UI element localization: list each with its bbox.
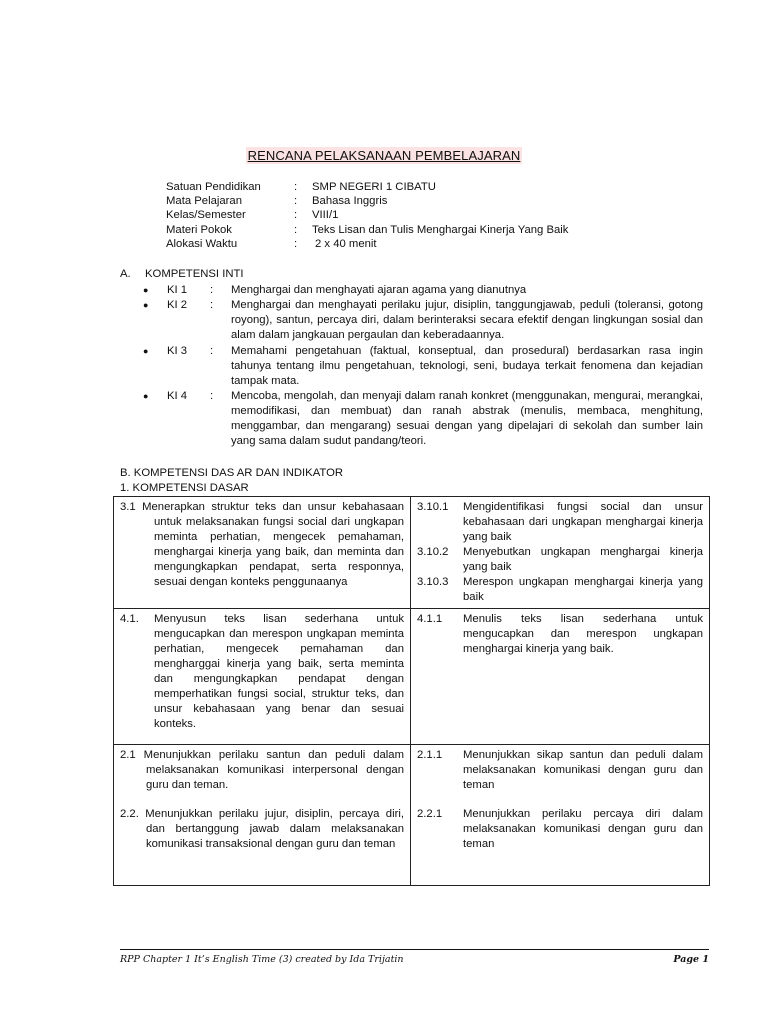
indicator-text: Menunjukkan perilaku percaya diri dalam melaksanakan komunikasi dengan guru dan teman [463, 808, 703, 850]
ki-text: Mencoba, mengolah, dan menyaji dalam ranah konkret (menggunakan, mengurai, merangkai, memodifikasi, dan membuat) dan ranah abstrak (menulis, membaca, menghitung, menggambar, dan mengarang) sesuai dengan yang dipelajari di sekolah dan sumber lain yang sama dalam sudut pandang/teori. [231, 390, 703, 447]
document-title: RENCANA PELAKSANAAN PEMBELAJARAN [247, 148, 521, 163]
identity-colon: : [294, 195, 298, 207]
identity-value: Teks Lisan dan Tulis Menghargai Kinerja Yang Baik [312, 224, 569, 236]
ki-text: Memahami pengetahuan (faktual, konseptual, dan prosedural) berdasarkan rasa ingin tahunya tentang ilmu pengetahuan, teknologi, seni, budaya terkait fenomena dan kejadian tampak mata. [231, 345, 703, 387]
identity-label: Mata Pelajaran [166, 195, 242, 207]
page-number: Page 1 [673, 954, 709, 965]
ki-colon: : [210, 284, 214, 296]
kd-cell [114, 497, 411, 609]
identity-value: 2 x 40 menit [315, 238, 377, 250]
identity-value: SMP NEGERI 1 CIBATU [312, 181, 436, 193]
table-row [114, 745, 710, 886]
footer-rule [120, 949, 709, 950]
kd-text: 2.2. Menunjukkan perilaku jujur, disiplin, percaya diri, dan bertanggung jawab dalam melaksanakan komunikasi transaksional dengan guru dan teman [120, 808, 404, 850]
indicator-text: Menunjukkan sikap santun dan peduli dalam melaksanakan komunikasi dengan guru dan teman [463, 749, 703, 791]
table-row [114, 609, 710, 745]
ki-text: Menghargai dan menghayati ajaran agama yang dianutnya [231, 284, 527, 296]
bullet-icon: ● [143, 346, 149, 356]
kd-text: 3.1 Menerapkan struktur teks dan unsur kebahasaan untuk melaksanakan fungsi social dari ungkapan meminta perhatian, mengecek pemahaman, menghargai kinerja yang baik, dan meminta dan mengungkapkan pendapat, serta responnya, sesuai dengan konteks penggunaanya [120, 501, 404, 588]
identity-colon: : [294, 181, 298, 193]
ki-colon: : [210, 345, 214, 357]
indicator-item [417, 748, 703, 793]
indicator-cell [411, 745, 710, 886]
table-row [114, 497, 710, 609]
identity-value: VIII/1 [312, 209, 339, 221]
ki-label: KI 4 [167, 390, 188, 402]
indicator-cell [411, 609, 710, 745]
indicator-number: 3.10.2 [417, 546, 449, 558]
kd-cell [114, 745, 411, 886]
kd-text: 2.1 Menunjukkan perilaku santun dan peduli dalam melaksanakan komunikasi interpersonal dengan guru dan teman. [120, 749, 404, 791]
indicator-text: Mengidentifikasi fungsi social dan unsur kebahasaan dari ungkapan menghargai kinerja yang baik [463, 501, 703, 543]
ki-label: KI 2 [167, 299, 188, 311]
indicator-number: 2.1.1 [417, 749, 443, 761]
kd-cell [114, 609, 411, 745]
indicator-text: Menulis teks lisan sederhana untuk mengucapkan dan merespon ungkapan menghargai kinerja yang baik. [463, 613, 703, 655]
indicator-item [417, 545, 703, 575]
indicator-number: 3.10.3 [417, 576, 449, 588]
kd-item [120, 612, 404, 732]
indicator-number: 3.10.1 [417, 501, 449, 513]
indicator-item [417, 612, 703, 657]
identity-label: Materi Pokok [166, 224, 232, 236]
ki-colon: : [210, 299, 214, 311]
footer-credit: RPP Chapter 1 It’s English Time (3) created by Ida Trijatin [120, 954, 404, 965]
indicator-number: 4.1.1 [417, 613, 443, 625]
ki-label: KI 1 [167, 284, 188, 296]
identity-colon: : [294, 209, 298, 221]
identity-colon: : [294, 238, 298, 250]
ki-label: KI 3 [167, 345, 188, 357]
spacer [417, 793, 703, 807]
indicator-item [417, 500, 703, 545]
identity-value: Bahasa Inggris [312, 195, 388, 207]
kd-number: 4.1. [120, 613, 139, 625]
bullet-icon: ● [143, 300, 149, 310]
indicator-text: Menyebutkan ungkapan menghargai kinerja yang baik [463, 546, 703, 573]
ki-colon: : [210, 390, 214, 402]
bullet-icon: ● [143, 391, 149, 401]
indicator-cell [411, 497, 710, 609]
identity-label: Alokasi Waktu [166, 238, 238, 250]
spacer [120, 793, 404, 807]
section-b-title: B. KOMPETENSI DAS AR DAN INDIKATOR [120, 467, 344, 479]
document-header [0, 147, 768, 165]
section-b-subtitle: 1. KOMPETENSI DASAR [120, 482, 249, 494]
identity-label: Satuan Pendidikan [166, 181, 261, 193]
indicator-item [417, 575, 703, 605]
kd-text: Menyusun teks lisan sederhana untuk mengucapkan dan merespon ungkapan meminta perhatian, mengecek pemahaman dan mengharggai kinerja yang baik, serta meminta dan mengungkapkan pendapat dengan memperhatikan fungsi social, struktur teks, dan unsur kebahasaan yang benar dan sesuai konteks. [154, 613, 404, 730]
bullet-icon: ● [143, 285, 149, 295]
kd-table [113, 496, 710, 886]
section-a-letter: A. [120, 268, 131, 280]
indicator-item [417, 807, 703, 852]
identity-colon: : [294, 224, 298, 236]
page-footer [120, 952, 709, 966]
indicator-text: Merespon ungkapan menghargai kinerja yang baik [463, 576, 703, 603]
indicator-number: 2.2.1 [417, 808, 443, 820]
section-a-title: KOMPETENSI INTI [145, 268, 244, 280]
ki-text: Menghargai dan menghayati perilaku jujur, disiplin, tanggungjawab, peduli (toleransi, gotong royong), santun, percaya diri, dalam berinteraksi secara efektif dengan lingkungan sosial dan alam dalam jangkauan pergaulan dan keberadaannya. [231, 299, 703, 341]
identity-label: Kelas/Semester [166, 209, 246, 221]
